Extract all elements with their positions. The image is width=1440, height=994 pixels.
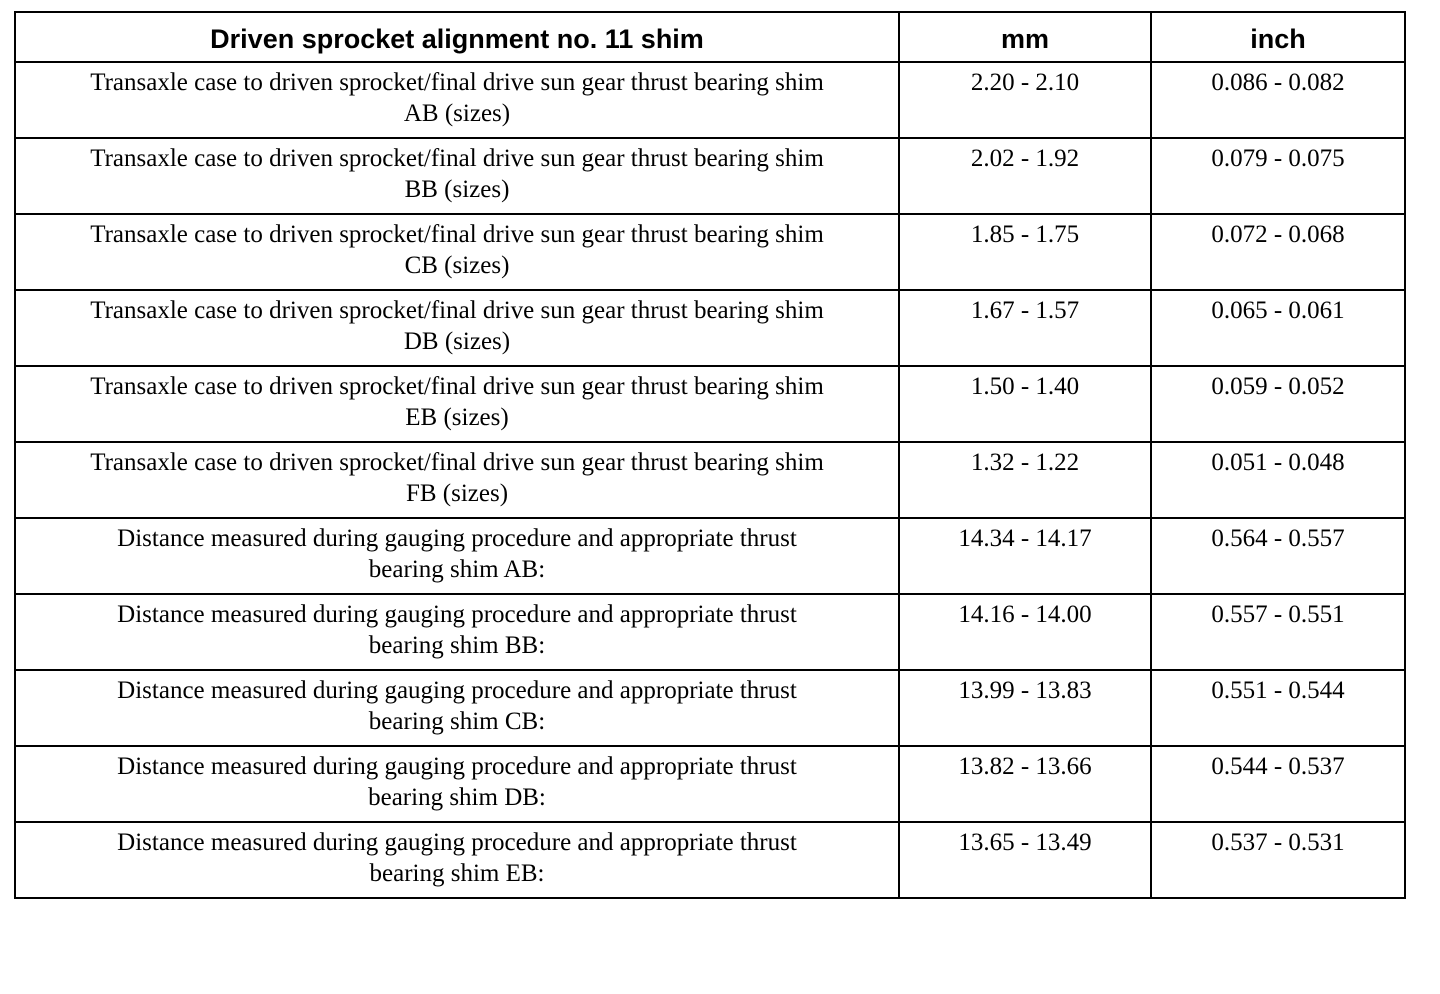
row-description bbox=[15, 822, 899, 898]
header-row bbox=[15, 12, 1405, 62]
row-mm-value: 1.67 - 1.57 bbox=[899, 290, 1151, 366]
row-inch-value: 0.551 - 0.544 bbox=[1151, 670, 1405, 746]
row-mm-value: 14.16 - 14.00 bbox=[899, 594, 1151, 670]
description-line-2: bearing shim AB: bbox=[368, 556, 546, 583]
row-description bbox=[15, 594, 899, 670]
row-description bbox=[15, 214, 899, 290]
row-mm-value: 2.20 - 2.10 bbox=[899, 62, 1151, 138]
description-line-2: bearing shim CB: bbox=[368, 708, 546, 735]
row-description bbox=[15, 62, 899, 138]
row-description bbox=[15, 518, 899, 594]
row-inch-value: 0.537 - 0.531 bbox=[1151, 822, 1405, 898]
description-line-1: Transaxle case to driven sprocket/final drive sun gear thrust bearing shim bbox=[90, 373, 824, 400]
row-inch-value: 0.564 - 0.557 bbox=[1151, 518, 1405, 594]
description-line-2: FB (sizes) bbox=[405, 480, 509, 507]
row-inch-value: 0.059 - 0.052 bbox=[1151, 366, 1405, 442]
row-description bbox=[15, 366, 899, 442]
table-row bbox=[15, 214, 1405, 290]
row-description bbox=[15, 442, 899, 518]
row-description bbox=[15, 670, 899, 746]
header-inch: inch bbox=[1151, 12, 1405, 62]
table-row bbox=[15, 366, 1405, 442]
description-line-1: Transaxle case to driven sprocket/final drive sun gear thrust bearing shim bbox=[90, 221, 824, 248]
row-inch-value: 0.051 - 0.048 bbox=[1151, 442, 1405, 518]
row-inch-value: 0.065 - 0.061 bbox=[1151, 290, 1405, 366]
row-description bbox=[15, 138, 899, 214]
table-row bbox=[15, 138, 1405, 214]
description-line-1: Distance measured during gauging procedure and appropriate thrust bbox=[117, 601, 797, 628]
description-line-1: Distance measured during gauging procedure and appropriate thrust bbox=[117, 525, 797, 552]
table-row bbox=[15, 290, 1405, 366]
shim-spec-table bbox=[14, 11, 1406, 899]
row-mm-value: 14.34 - 14.17 bbox=[899, 518, 1151, 594]
description-line-1: Distance measured during gauging procedure and appropriate thrust bbox=[117, 753, 797, 780]
description-line-2: bearing shim BB: bbox=[368, 632, 546, 659]
row-mm-value: 2.02 - 1.92 bbox=[899, 138, 1151, 214]
table-row bbox=[15, 62, 1405, 138]
row-inch-value: 0.072 - 0.068 bbox=[1151, 214, 1405, 290]
row-inch-value: 0.086 - 0.082 bbox=[1151, 62, 1405, 138]
row-mm-value: 13.65 - 13.49 bbox=[899, 822, 1151, 898]
description-line-1: Distance measured during gauging procedure and appropriate thrust bbox=[117, 829, 797, 856]
description-line-1: Transaxle case to driven sprocket/final drive sun gear thrust bearing shim bbox=[90, 69, 824, 96]
description-line-1: Transaxle case to driven sprocket/final drive sun gear thrust bearing shim bbox=[90, 297, 824, 324]
table-row bbox=[15, 518, 1405, 594]
description-line-2: bearing shim DB: bbox=[368, 784, 546, 811]
description-line-2: CB (sizes) bbox=[404, 252, 510, 279]
row-mm-value: 1.85 - 1.75 bbox=[899, 214, 1151, 290]
row-mm-value: 1.32 - 1.22 bbox=[899, 442, 1151, 518]
description-line-2: AB (sizes) bbox=[403, 100, 511, 127]
description-line-2: EB (sizes) bbox=[405, 404, 509, 431]
table-row bbox=[15, 670, 1405, 746]
description-line-1: Transaxle case to driven sprocket/final drive sun gear thrust bearing shim bbox=[90, 145, 824, 172]
table-row bbox=[15, 594, 1405, 670]
row-inch-value: 0.557 - 0.551 bbox=[1151, 594, 1405, 670]
description-line-2: DB (sizes) bbox=[403, 328, 511, 355]
spec-document bbox=[14, 11, 1404, 899]
row-description bbox=[15, 746, 899, 822]
header-mm: mm bbox=[899, 12, 1151, 62]
table-row bbox=[15, 746, 1405, 822]
row-description bbox=[15, 290, 899, 366]
table-body bbox=[15, 62, 1405, 898]
row-mm-value: 1.50 - 1.40 bbox=[899, 366, 1151, 442]
header-description: Driven sprocket alignment no. 11 shim bbox=[15, 12, 899, 62]
row-inch-value: 0.544 - 0.537 bbox=[1151, 746, 1405, 822]
description-line-1: Transaxle case to driven sprocket/final drive sun gear thrust bearing shim bbox=[90, 449, 824, 476]
table-header bbox=[15, 12, 1405, 62]
description-line-2: BB (sizes) bbox=[404, 176, 510, 203]
row-mm-value: 13.99 - 13.83 bbox=[899, 670, 1151, 746]
description-line-1: Distance measured during gauging procedure and appropriate thrust bbox=[117, 677, 797, 704]
description-line-2: bearing shim EB: bbox=[369, 860, 545, 887]
row-mm-value: 13.82 - 13.66 bbox=[899, 746, 1151, 822]
row-inch-value: 0.079 - 0.075 bbox=[1151, 138, 1405, 214]
table-row bbox=[15, 822, 1405, 898]
table-row bbox=[15, 442, 1405, 518]
